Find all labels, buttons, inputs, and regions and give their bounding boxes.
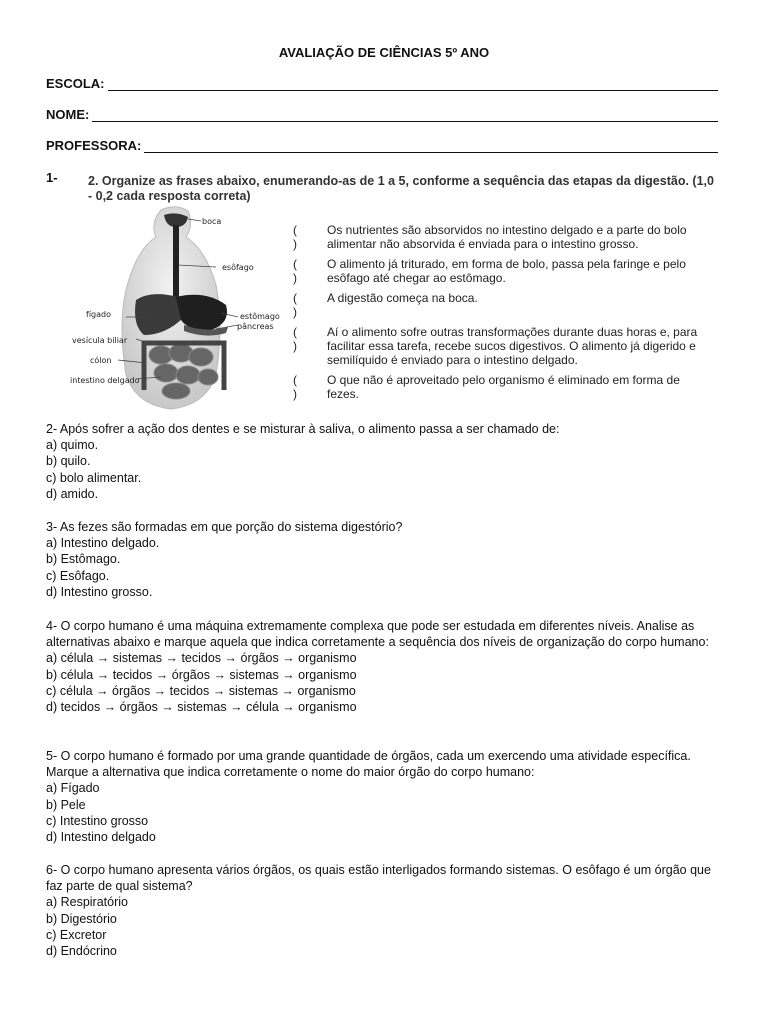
name-line[interactable] <box>92 109 718 122</box>
ordering-item-text: Aí o alimento sofre outras transformações durante duas horas e, para facilitar essa tarefa, recebe sucos digestivos. O alimento já digerido e semilíquido é enviado para o intestino delgado. <box>327 325 698 367</box>
label-estomago: estômago <box>240 312 280 321</box>
option[interactable]: b) quilo. <box>46 454 91 469</box>
option[interactable]: a) Fígado <box>46 781 100 796</box>
option[interactable]: d) Endócrino <box>46 944 117 959</box>
label-intestino: intestino delgado <box>70 376 140 385</box>
school-field[interactable] <box>46 76 718 91</box>
option[interactable]: d) Intestino delgado <box>46 830 156 845</box>
option[interactable]: b) Estômago. <box>46 552 121 567</box>
option[interactable]: c) bolo alimentar. <box>46 470 142 485</box>
option[interactable]: c) Esôfago. <box>46 568 110 583</box>
label-figado: fígado <box>86 310 111 319</box>
school-label: ESCOLA: <box>46 76 105 91</box>
answer-blank[interactable]: ( ) <box>293 223 305 251</box>
page-title: AVALIAÇÃO DE CIÊNCIAS 5º ANO <box>278 45 490 60</box>
name-label: NOME: <box>46 107 90 122</box>
question-5 <box>46 748 726 845</box>
option[interactable]: c) Intestino grosso <box>46 813 149 828</box>
label-vesicula: vesícula biliar <box>72 336 128 345</box>
option[interactable]: b) célula → tecidos → órgãos → sistemas → organismo <box>46 667 357 682</box>
option[interactable]: a) célula → sistemas → tecidos → órgãos → organismo <box>46 651 357 666</box>
label-esofago: esôfago <box>222 263 254 272</box>
answer-blank[interactable]: ( ) <box>293 373 305 401</box>
option[interactable]: d) Intestino grosso. <box>46 584 153 599</box>
ordering-item-text: Os nutrientes são absorvidos no intestino delgado e a parte do bolo alimentar não absorvida é enviada para o intestino grosso. <box>327 223 687 251</box>
ordering-list <box>293 223 713 407</box>
ordering-item-text: A digestão começa na boca. <box>327 291 478 305</box>
question-stem: 5- O corpo humano é formado por uma grande quantidade de órgãos, cada um exercendo uma atividade específica. Marque a alternativa que indica corretamente o nome do maior órgão do corpo humano: <box>46 749 691 780</box>
option[interactable]: d) tecidos → órgãos → sistemas → célula → organismo <box>46 700 357 715</box>
ordering-item-text: O que não é aproveitado pelo organismo é eliminado em forma de fezes. <box>327 373 680 401</box>
label-colon: cólon <box>90 356 112 365</box>
question-stem: 4- O corpo humano é uma máquina extremamente complexa que pode ser estudada em diferentes níveis. Analise as alternativas abaixo e marque aquela que indica corretamente a sequência dos níveis de organização do corpo humano: <box>46 619 709 650</box>
answer-blank[interactable]: ( ) <box>293 325 305 353</box>
label-boca: boca <box>202 217 222 226</box>
ordering-item[interactable] <box>293 373 713 401</box>
option[interactable]: a) Intestino delgado. <box>46 536 160 551</box>
question-4 <box>46 618 726 715</box>
option[interactable]: a) Respiratório <box>46 895 128 910</box>
question-3 <box>46 519 726 600</box>
label-pancreas: pâncreas <box>237 322 274 331</box>
option[interactable]: c) célula → órgãos → tecidos → sistemas → organismo <box>46 683 356 698</box>
name-field[interactable] <box>46 107 718 122</box>
school-line[interactable] <box>108 78 719 91</box>
option[interactable]: a) quimo. <box>46 438 99 453</box>
question-stem: 6- O corpo humano apresenta vários órgãos, os quais estão interligados formando sistemas. O esôfago é um órgão que faz parte de qual sistema? <box>46 863 711 894</box>
ordering-item[interactable] <box>293 291 713 319</box>
answer-blank[interactable]: ( ) <box>293 291 305 319</box>
teacher-field[interactable] <box>46 138 718 153</box>
option[interactable]: d) amido. <box>46 486 99 501</box>
question-1-number: 1- <box>46 170 58 185</box>
question-stem: 3- As fezes são formadas em que porção do sistema digestório? <box>46 520 403 534</box>
question-1-heading: 2. Organize as frases abaixo, enumerando-as de 1 a 5, conforme a sequência das etapas da digestão. (1,0 - 0,2 cada resposta correta) <box>88 174 714 203</box>
ordering-item-text: O alimento já triturado, em forma de bolo, passa pela faringe e pelo esôfago até chegar ao estômago. <box>327 257 686 285</box>
ordering-item[interactable] <box>293 257 713 285</box>
question-6 <box>46 862 726 959</box>
option[interactable]: b) Digestório <box>46 911 117 926</box>
teacher-label: PROFESSORA: <box>46 138 142 153</box>
question-2 <box>46 421 726 502</box>
option[interactable]: b) Pele <box>46 797 86 812</box>
answer-blank[interactable]: ( ) <box>293 257 305 285</box>
teacher-line[interactable] <box>144 140 718 153</box>
option[interactable]: c) Excretor <box>46 927 107 942</box>
ordering-item[interactable] <box>293 223 713 251</box>
question-stem: 2- Após sofrer a ação dos dentes e se misturar à saliva, o alimento passa a ser chamado de: <box>46 422 560 436</box>
ordering-item[interactable] <box>293 325 713 367</box>
